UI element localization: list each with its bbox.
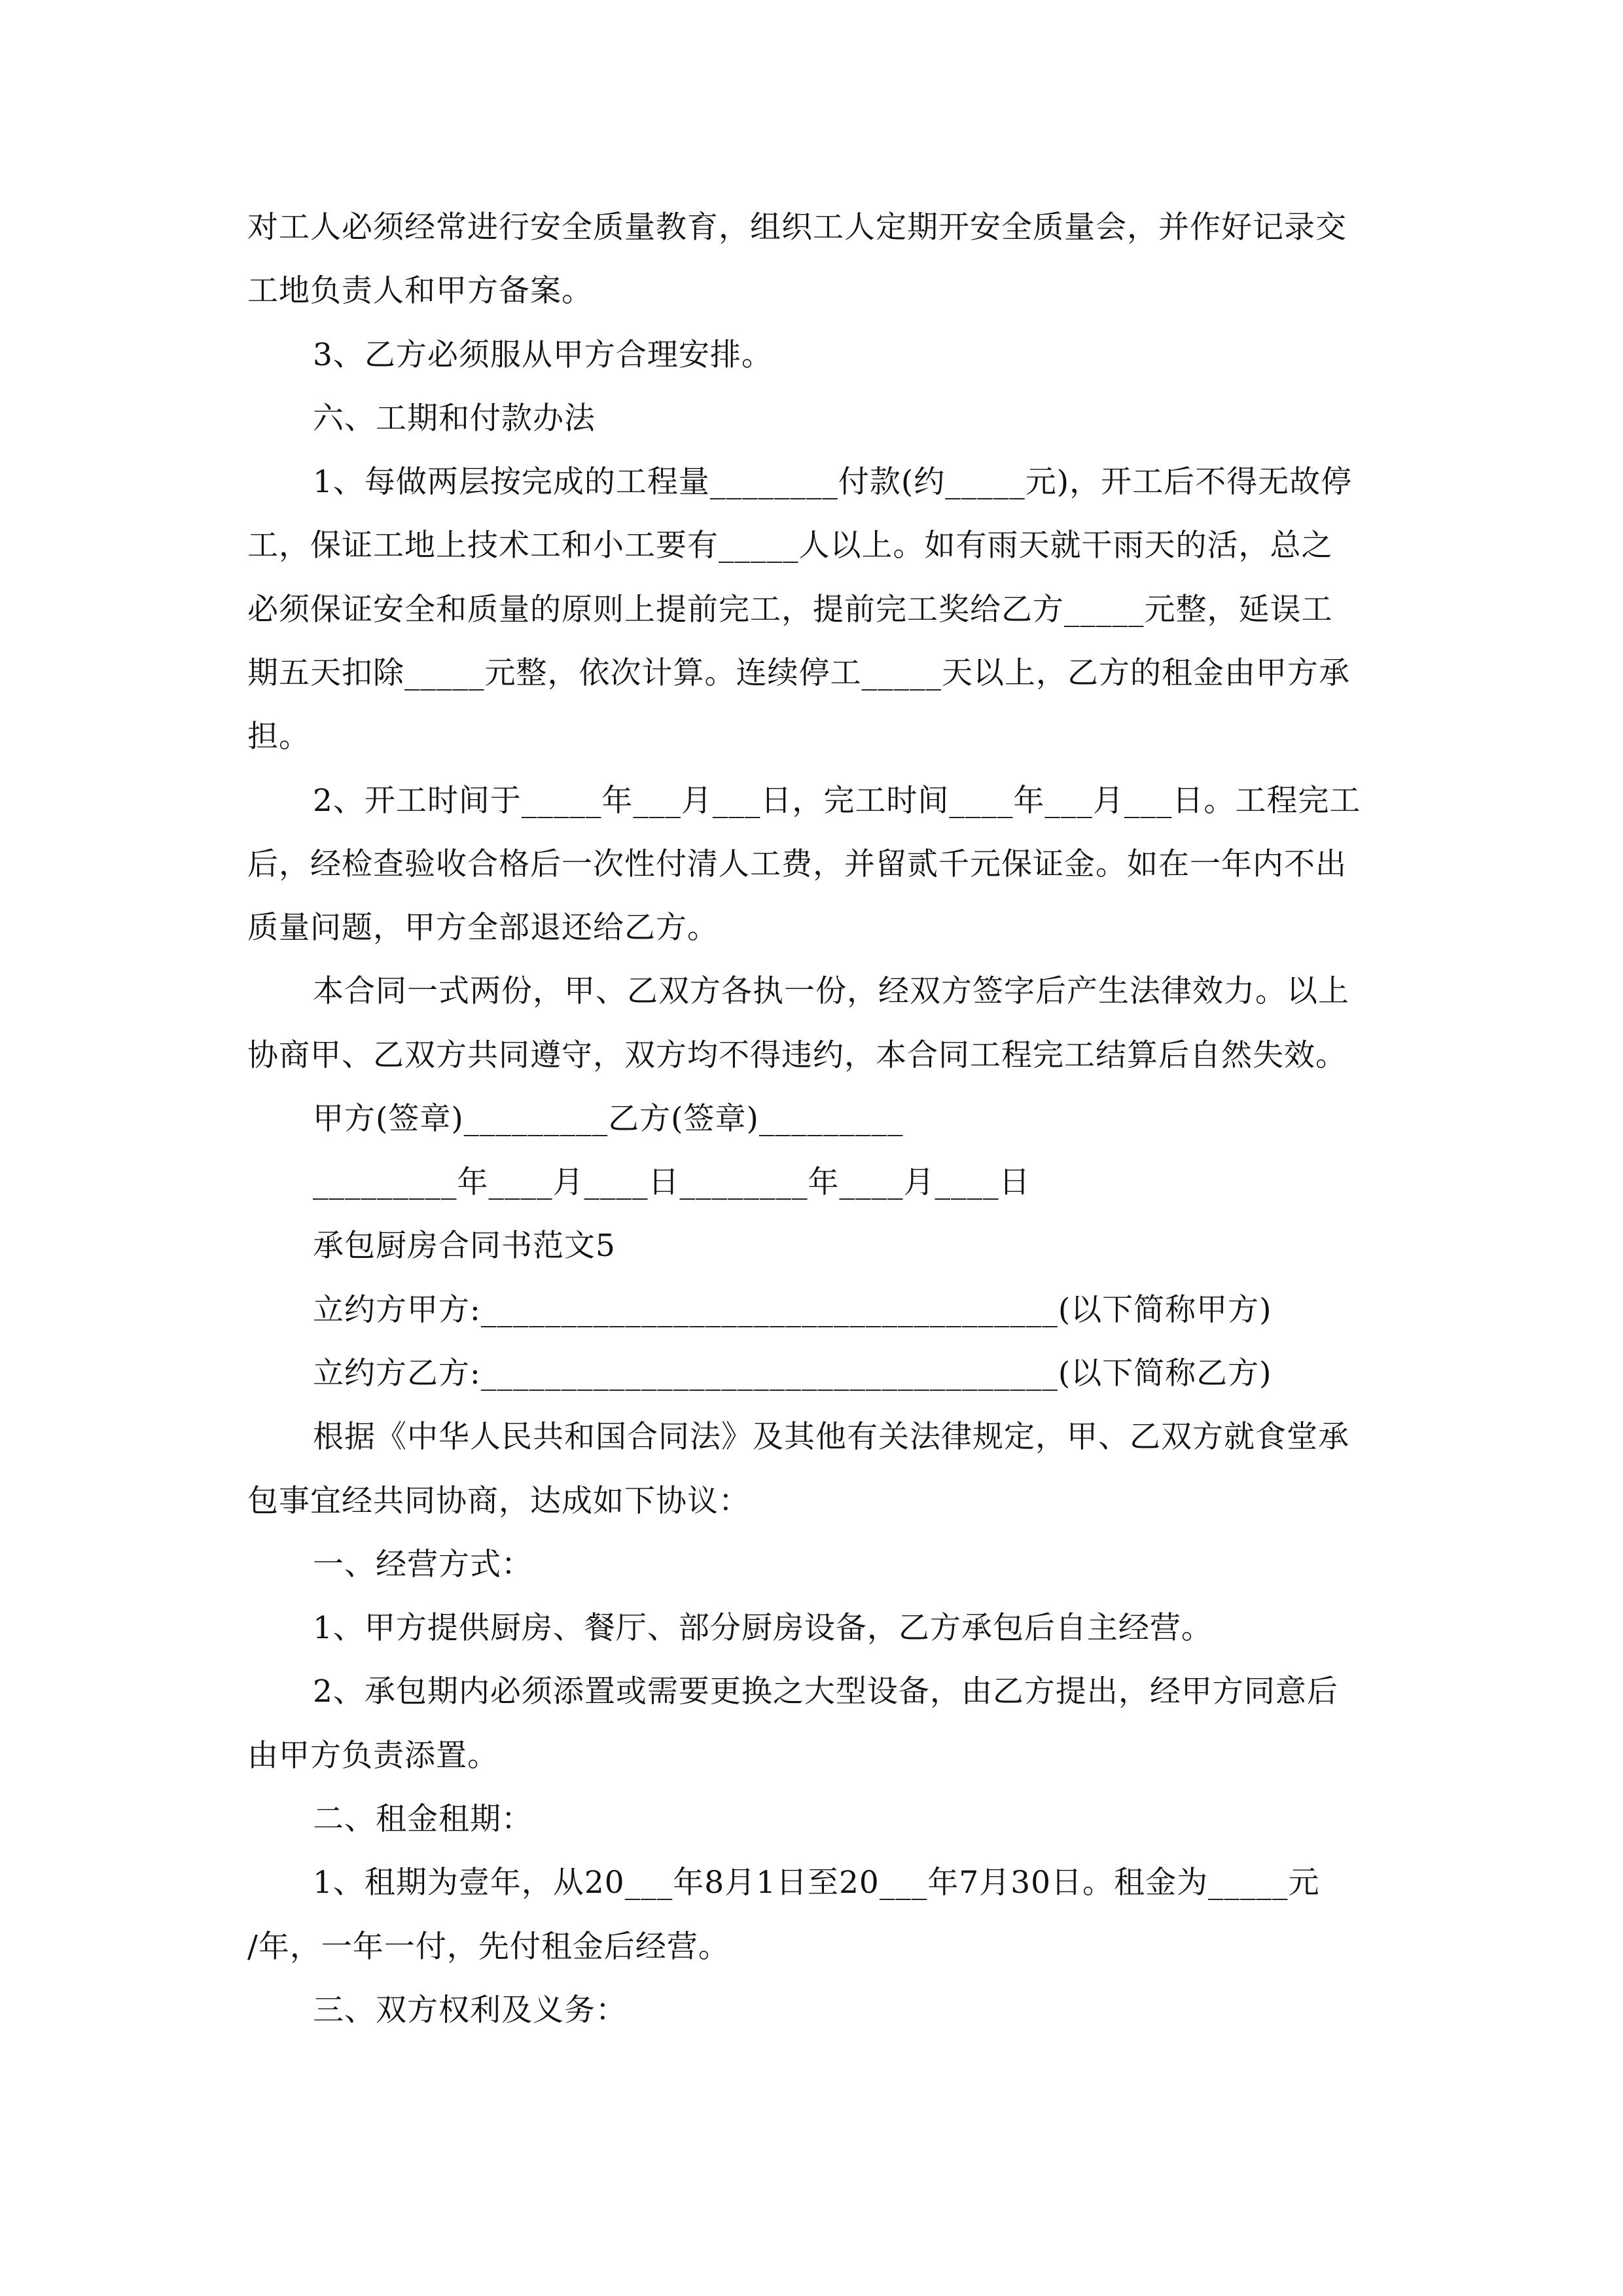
text-line: 1、每做两层按完成的工程量________付款(约_____元)，开工后不得无故停: [313, 464, 1353, 500]
text-line: 1、租期为壹年，从20___年8月1日至20___年7月30日。租金为_____元: [313, 1865, 1320, 1901]
text-line: 1、甲方提供厨房、餐厅、部分厨房设备，乙方承包后自主经营。: [313, 1610, 1213, 1646]
section-heading: 三、双方权利及义务：: [313, 1992, 627, 2028]
text-line: 期五天扣除_____元整，依次计算。连续停工_____天以上，乙方的租金由甲方承: [247, 655, 1350, 691]
text-line: /年，一年一付，先付租金后经营。: [247, 1929, 730, 1965]
text-line: 对工人必须经常进行安全质量教育，组织工人定期开安全质量会，并作好记录交: [247, 209, 1347, 245]
text-line: 3、乙方必须服从甲方合理安排。: [313, 337, 773, 373]
section-heading: 六、工期和付款办法: [313, 401, 596, 437]
text-line: 担。: [247, 719, 310, 755]
document-title: 承包厨房合同书范文5: [313, 1228, 616, 1264]
party-b-line: 立约方乙方:____________________________________(以下简称乙方): [313, 1355, 1272, 1391]
section-heading: 二、租金租期：: [313, 1801, 533, 1837]
text-line: 2、开工时间于_____年___月___日，完工时间____年___月___日。工程完工: [313, 783, 1361, 819]
party-a-line: 立约方甲方:____________________________________(以下简称甲方): [313, 1292, 1272, 1328]
text-line: 必须保证安全和质量的原则上提前完工，提前完工奖给乙方_____元整，延误工: [247, 592, 1333, 628]
text-line: 后，经检查验收合格后一次性付清人工费，并留贰千元保证金。如在一年内不出: [247, 846, 1347, 882]
signature-line: 甲方(签章)_________乙方(签章)_________: [313, 1101, 904, 1137]
text-line: 2、承包期内必须添置或需要更换之大型设备，由乙方提出，经甲方同意后: [313, 1674, 1338, 1710]
text-line: 本合同一式两份，甲、乙双方各执一份，经双方签字后产生法律效力。以上: [313, 973, 1349, 1009]
section-heading: 一、经营方式：: [313, 1547, 533, 1583]
text-line: 工地负责人和甲方备案。: [247, 273, 593, 309]
text-line: 质量问题，甲方全部退还给乙方。: [247, 910, 719, 946]
text-line: 包事宜经共同协商，达成如下协议：: [247, 1483, 750, 1519]
text-line: 工，保证工地上技术工和小工要有_____人以上。如有雨天就干雨天的活，总之: [247, 528, 1333, 564]
text-line: 根据《中华人民共和国合同法》及其他有关法律规定，甲、乙双方就食堂承: [313, 1419, 1349, 1455]
text-line: 协商甲、乙双方共同遵守，双方均不得违约，本合同工程完工结算后自然失效。: [247, 1037, 1347, 1073]
text-line: 由甲方负责添置。: [247, 1738, 499, 1774]
date-line: _________年____月____日________年____月____日: [313, 1164, 1031, 1200]
